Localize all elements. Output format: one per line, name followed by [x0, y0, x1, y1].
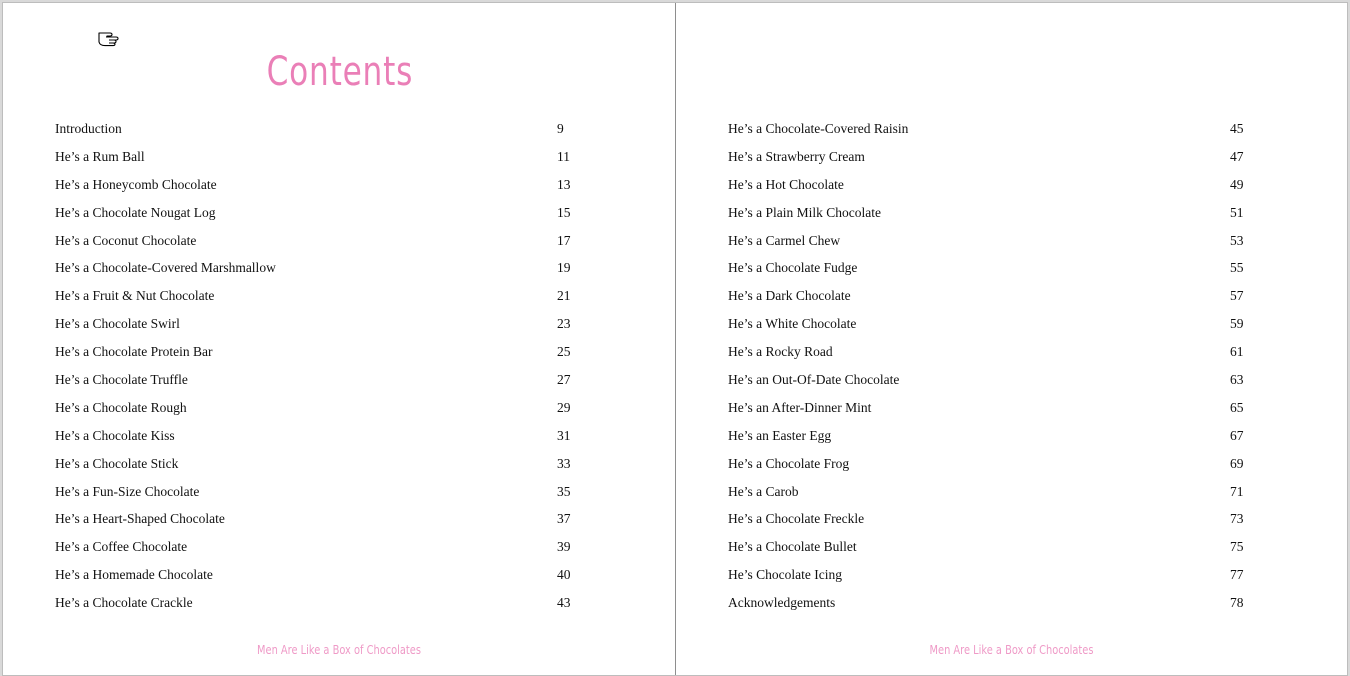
- toc-entry[interactable]: [55, 561, 585, 589]
- toc-entry-title: He’s a Coconut Chocolate: [55, 232, 197, 248]
- toc-entry[interactable]: [728, 282, 1258, 310]
- toc-entry-page-number: 15: [557, 204, 571, 220]
- toc-entry-page-number: 39: [557, 539, 571, 555]
- toc-entry-title: He’s a Chocolate Crackle: [55, 595, 193, 611]
- toc-entry[interactable]: [55, 533, 585, 561]
- toc-entry-page-number: 17: [557, 232, 571, 248]
- toc-entry-page-number: 57: [1230, 288, 1244, 304]
- left-page: [3, 3, 675, 675]
- toc-entry-title: He’s a Plain Milk Chocolate: [728, 204, 881, 220]
- footer-text: Men Are Like a Box of Chocolates: [257, 643, 421, 657]
- toc-entry[interactable]: [55, 589, 585, 617]
- toc-entry-title: He’s a Rocky Road: [728, 344, 833, 360]
- toc-entry[interactable]: [728, 505, 1258, 533]
- toc-entry[interactable]: [55, 171, 585, 199]
- toc-entry-title: He’s a Chocolate Rough: [55, 399, 187, 415]
- toc-entry-title: He’s a Chocolate Truffle: [55, 372, 188, 388]
- toc-entry-page-number: 9: [557, 121, 564, 136]
- toc-entry-page-number: 35: [557, 483, 571, 499]
- toc-entry-title: He’s a Strawberry Cream: [728, 148, 865, 164]
- toc-entry[interactable]: [728, 171, 1258, 199]
- toc-entry-page-number: 71: [1230, 483, 1244, 499]
- toc-entry-title: He’s a Chocolate Fudge: [728, 260, 858, 276]
- toc-entry-page-number: 11: [557, 148, 570, 164]
- toc-entry-title: He’s a Chocolate Bullet: [728, 539, 857, 555]
- toc-entry[interactable]: [728, 589, 1258, 617]
- toc-entry-title: He’s Chocolate Icing: [728, 567, 842, 583]
- toc-entry-title: He’s a Chocolate Frog: [728, 455, 850, 471]
- toc-entry-title: He’s an Out-Of-Date Chocolate: [728, 372, 900, 388]
- toc-entry[interactable]: [55, 115, 585, 143]
- toc-entry-title: He’s an After-Dinner Mint: [728, 399, 872, 415]
- toc-entry-page-number: 73: [1230, 511, 1244, 527]
- toc-entry-page-number: 29: [557, 399, 571, 415]
- toc-entry[interactable]: [728, 450, 1258, 478]
- toc-entry[interactable]: [728, 143, 1258, 171]
- toc-entry-page-number: 63: [1230, 372, 1244, 388]
- toc-entry[interactable]: [728, 199, 1258, 227]
- toc-entry-title: He’s a White Chocolate: [728, 316, 857, 332]
- toc-entry[interactable]: [55, 199, 585, 227]
- toc-entry[interactable]: [728, 338, 1258, 366]
- toc-entry[interactable]: [55, 254, 585, 282]
- toc-entry[interactable]: [728, 478, 1258, 506]
- toc-entry-title: He’s a Chocolate Nougat Log: [55, 204, 216, 220]
- toc-entry[interactable]: [55, 143, 585, 171]
- toc-entry[interactable]: [55, 450, 585, 478]
- toc-entry-title: He’s a Chocolate Protein Bar: [55, 344, 213, 360]
- toc-entry[interactable]: [728, 561, 1258, 589]
- toc-entry-title: He’s a Hot Chocolate: [728, 176, 844, 192]
- toc-entry-title: He’s a Fruit & Nut Chocolate: [55, 288, 215, 304]
- toc-entry-page-number: 33: [557, 455, 571, 471]
- toc-entry-title: He’s a Chocolate Stick: [55, 455, 179, 471]
- toc-entry[interactable]: [55, 394, 585, 422]
- toc-entry-page-number: 65: [1230, 399, 1244, 415]
- toc-entry[interactable]: [728, 227, 1258, 255]
- toc-entry-title: He’s a Carob: [728, 483, 799, 499]
- toc-entry-page-number: 78: [1230, 595, 1244, 611]
- toc-entry-page-number: 27: [557, 372, 571, 388]
- toc-entry-page-number: 49: [1230, 176, 1244, 192]
- toc-entry-page-number: 59: [1230, 316, 1244, 332]
- toc-entry-title: He’s an Easter Egg: [728, 427, 832, 443]
- toc-entry-title: He’s a Fun-Size Chocolate: [55, 483, 200, 499]
- hand-pointer-icon: [97, 25, 123, 47]
- toc-entry-page-number: 13: [557, 176, 571, 192]
- toc-entry[interactable]: [728, 422, 1258, 450]
- toc-entry[interactable]: [55, 366, 585, 394]
- toc-entry-page-number: 69: [1230, 455, 1244, 471]
- toc-entry[interactable]: [55, 282, 585, 310]
- toc-entry[interactable]: [728, 394, 1258, 422]
- toc-entry-page-number: 23: [557, 316, 571, 332]
- toc-entry[interactable]: [55, 478, 585, 506]
- toc-entry-title: He’s a Chocolate-Covered Marshmallow: [55, 260, 276, 276]
- toc-entry[interactable]: [55, 422, 585, 450]
- toc-entry-page-number: 45: [1230, 121, 1244, 136]
- toc-entry[interactable]: [728, 254, 1258, 282]
- toc-entry-page-number: 19: [557, 260, 571, 276]
- toc-entry-title: Acknowledgements: [728, 595, 836, 611]
- toc-entry-page-number: 37: [557, 511, 571, 527]
- toc-entry-page-number: 31: [557, 427, 571, 443]
- toc-entry-page-number: 21: [557, 288, 571, 304]
- toc-entry-title: He’s a Chocolate Swirl: [55, 316, 180, 332]
- toc-entry-title: He’s a Honeycomb Chocolate: [55, 176, 217, 192]
- toc-entry[interactable]: [728, 533, 1258, 561]
- toc-entry-page-number: 67: [1230, 427, 1244, 443]
- toc-entry-title: He’s a Chocolate-Covered Raisin: [728, 121, 909, 136]
- toc-entry-page-number: 47: [1230, 148, 1244, 164]
- toc-entry-title: Introduction: [55, 121, 122, 136]
- toc-entry-title: He’s a Coffee Chocolate: [55, 539, 188, 555]
- book-spread: [2, 2, 1348, 676]
- toc-entry[interactable]: [55, 227, 585, 255]
- toc-entry[interactable]: [728, 366, 1258, 394]
- toc-entry-page-number: 75: [1230, 539, 1244, 555]
- toc-entry[interactable]: [728, 310, 1258, 338]
- toc-entry-title: He’s a Chocolate Kiss: [55, 427, 175, 443]
- toc-entry-page-number: 25: [557, 344, 571, 360]
- toc-entry-page-number: 77: [1230, 567, 1244, 583]
- toc-entry-page-number: 40: [557, 567, 571, 583]
- toc-entry-page-number: 53: [1230, 232, 1244, 248]
- right-page: [676, 3, 1347, 675]
- toc-entry-page-number: 43: [557, 595, 571, 611]
- toc-entry-page-number: 51: [1230, 204, 1244, 220]
- toc-list-right: [728, 115, 1258, 617]
- toc-entry-title: He’s a Homemade Chocolate: [55, 567, 213, 583]
- toc-entry-page-number: 61: [1230, 344, 1244, 360]
- toc-entry-title: He’s a Dark Chocolate: [728, 288, 851, 304]
- toc-entry-title: He’s a Heart-Shaped Chocolate: [55, 511, 225, 527]
- toc-entry[interactable]: [55, 505, 585, 533]
- toc-entry-title: He’s a Chocolate Freckle: [728, 511, 865, 527]
- toc-entry[interactable]: [55, 310, 585, 338]
- toc-list-left: [55, 115, 585, 617]
- footer-text: Men Are Like a Box of Chocolates: [929, 643, 1094, 657]
- toc-entry[interactable]: [55, 338, 585, 366]
- toc-entry[interactable]: [728, 115, 1258, 143]
- toc-entry-title: He’s a Rum Ball: [55, 148, 145, 164]
- toc-entry-title: He’s a Carmel Chew: [728, 232, 841, 248]
- toc-entry-page-number: 55: [1230, 260, 1244, 276]
- page-title: Contents: [266, 49, 414, 95]
